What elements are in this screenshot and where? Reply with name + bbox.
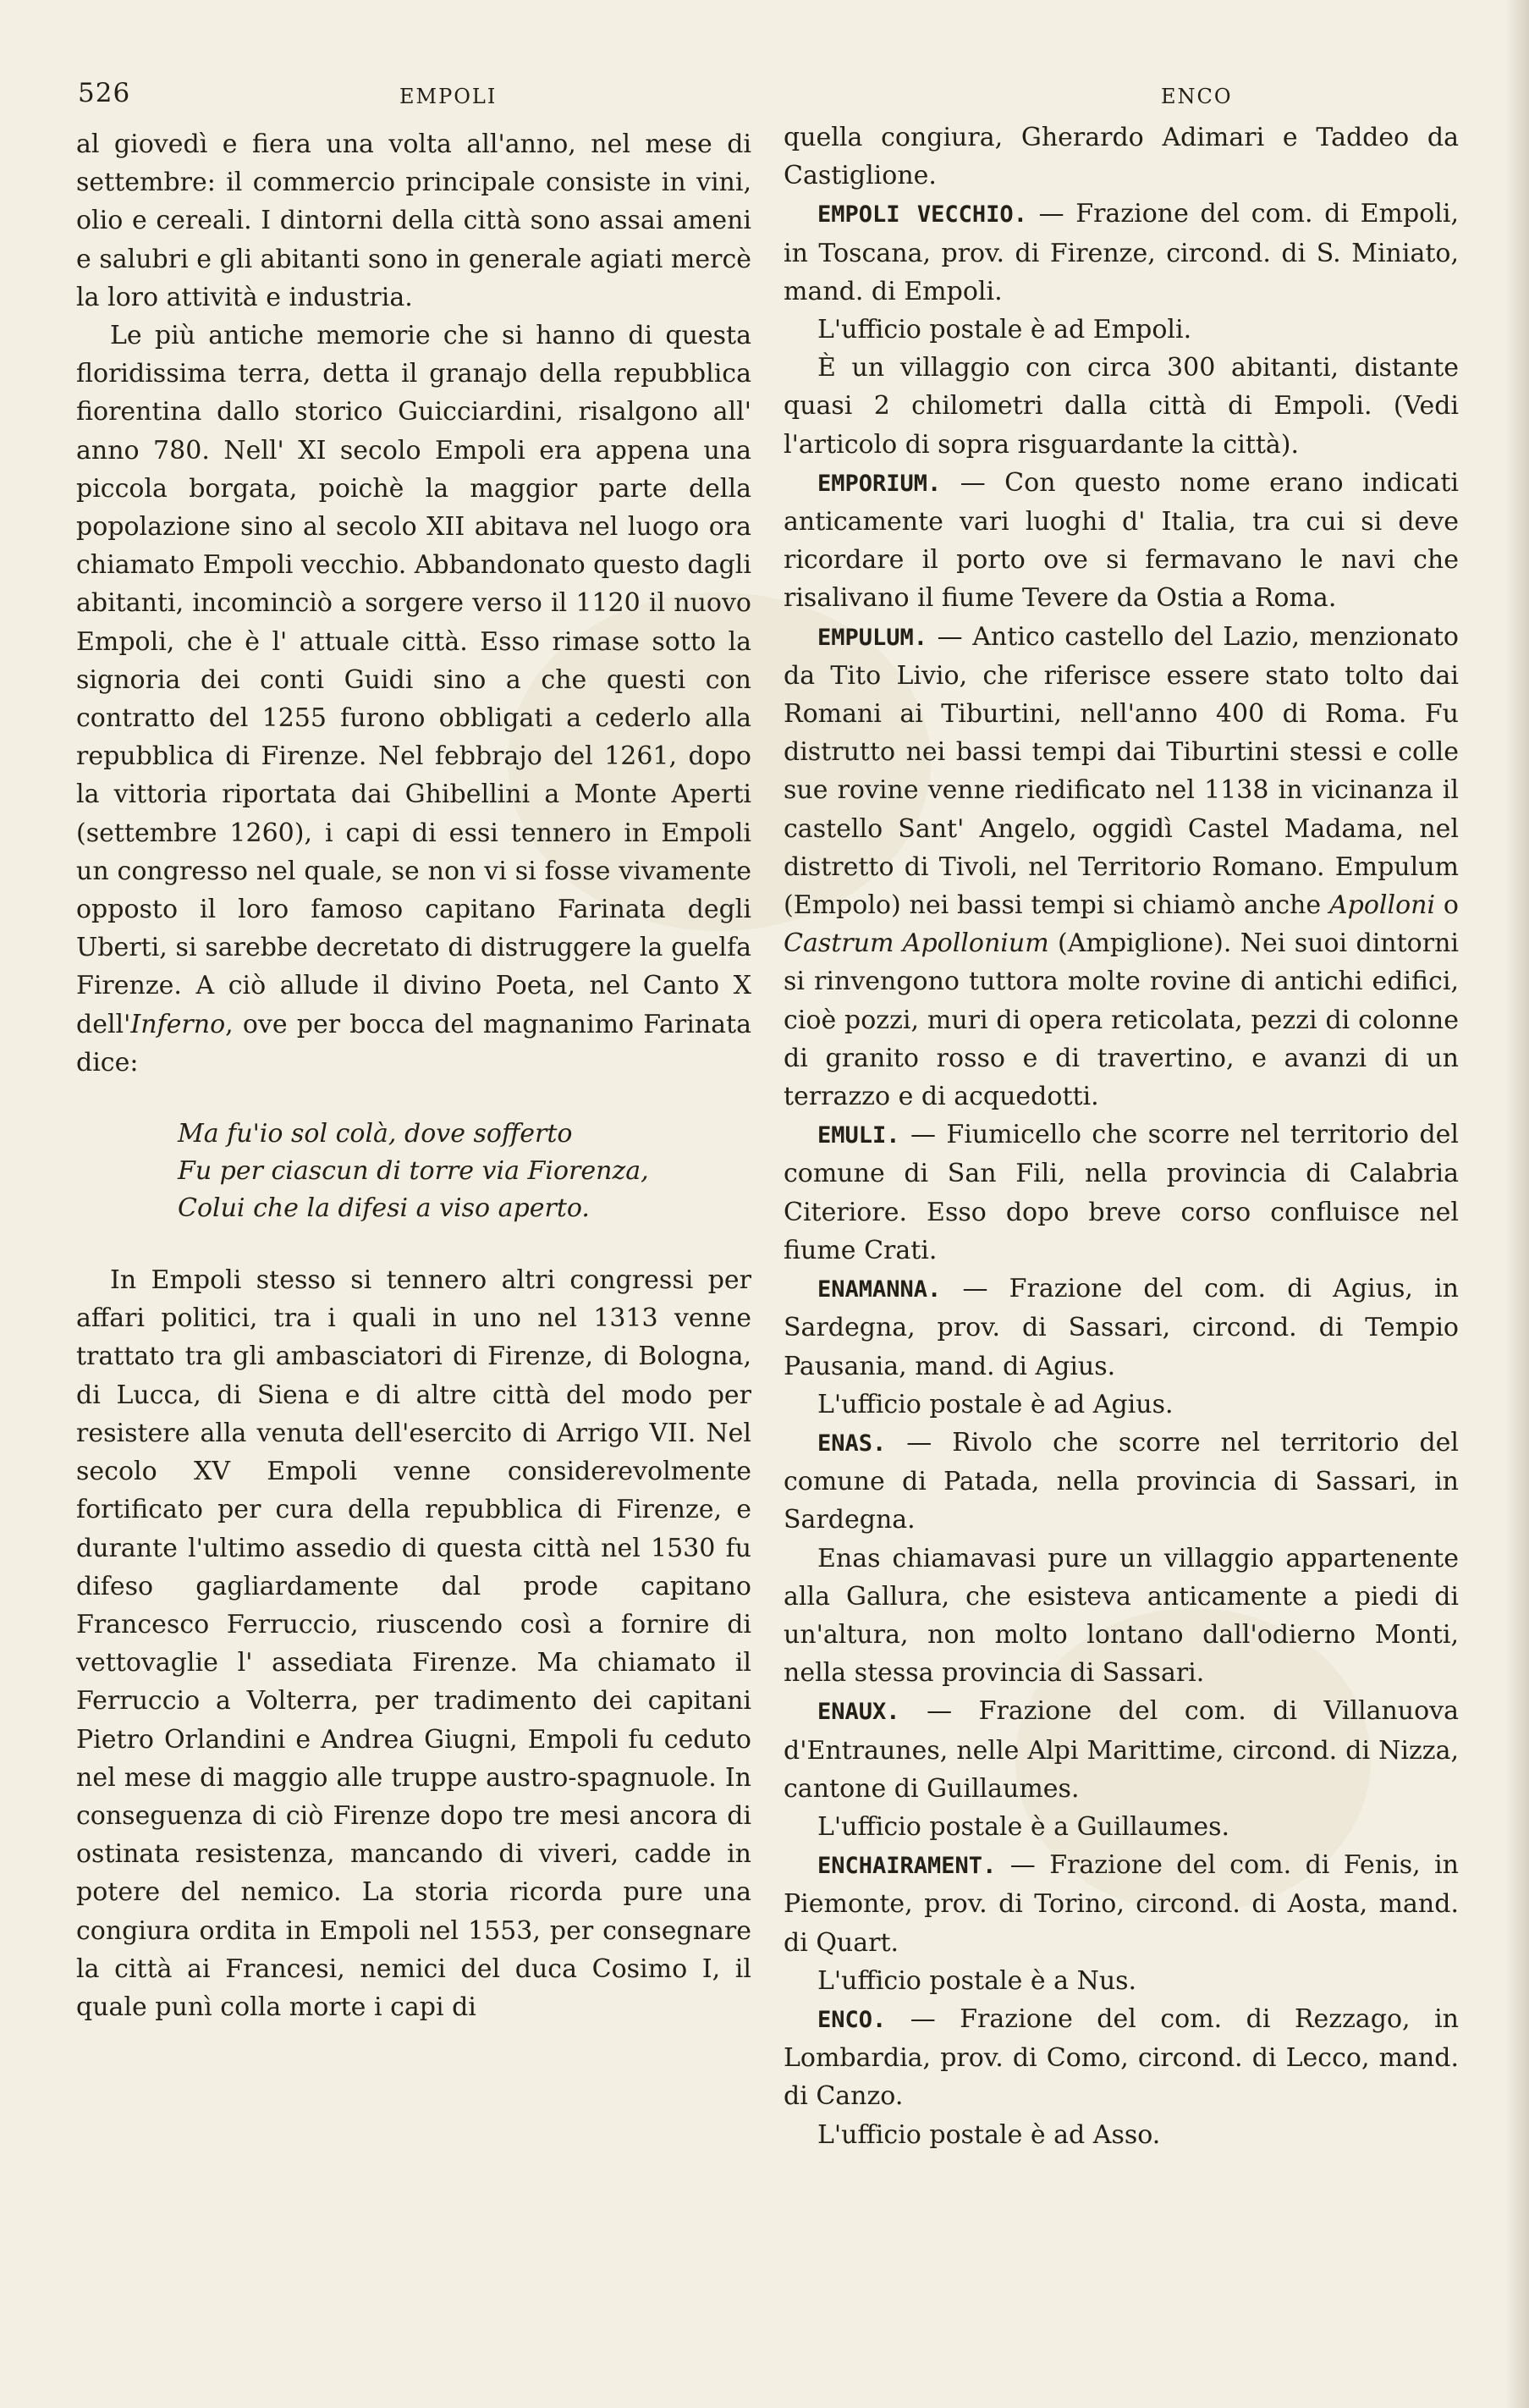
verse-line: Colui che la difesi a viso aperto. [178,1193,590,1224]
entry-text: o [1435,890,1459,921]
left-running-head: EMPOLI [399,85,498,108]
running-header [78,78,1466,120]
entry-text: L'ufficio postale è ad Empoli. [817,315,1192,345]
page-edge-shadow [1505,0,1529,2408]
entry-text: L'ufficio postale è a Guillaumes. [817,1811,1230,1842]
paragraph-text: Le più antiche memorie che si hanno di questa floridissima terra, detta il granajo della repubblica fiorentina dallo storico Guicciardini, risalgono all' anno 780. Nell' XI secolo Empoli era appena una piccola borgata, poichè la maggior parte della popolazione sino al secolo XII abitava nel luogo ora chiamato Empoli vecchio. Abbandonato questo dagli abitanti, incominciò a sorgere verso il 1120 il nuovo Empoli, che è l' attuale città. Esso rimase sotto la signoria dei conti Guidi sino a che questi con contratto del 1255 furono obbligati a cederlo alla repubblica di Firenze. Nel febbrajo del 1261, dopo la vittoria riportata dai Ghibellini a Monte Aperti (settembre 1260), i capi di essi tennero in Empoli un congresso nel quale, se non vi si fosse vivamente opposto il loro famoso capitano Farinata degli Uberti, si sarebbe decretato di distruggere la guelfa Firenze. A ciò allude il divino Poeta, nel Canto X dell' [76,321,751,1039]
right-column [784,118,1459,2154]
entry-text: (Ampiglione). Nei suoi dintorni si rinvengono tuttora molte rovine di antichi edifici, cioè pozzi, muri di opera reticolata, pezzi di colonne di granito rosso e di travertino, e avanzi di un terrazzo e di acquedotti. [784,928,1459,1112]
entry-headword: ENCHAIRAMENT. [817,1853,997,1880]
entry-emporium [784,464,1459,618]
entry-text: L'ufficio postale è a Nus. [817,1965,1137,1996]
paragraph: quella congiura, Gherardo Adimari e Taddeo da Castiglione. [784,123,1459,191]
verse-line: Fu per ciascun di torre via Fiorenza, [178,1156,649,1187]
entry-text: L'ufficio postale è ad Agius. [817,1389,1174,1419]
entry-headword: EMPOLI VECCHIO. [817,201,1027,229]
entry-note [784,1962,1459,2000]
entry-text: Enas chiamavasi pure un villaggio appartenente alla Gallura, che esisteva anticamente a piedi di un'altura, non molto lontano dall'odierno Monti, nella stessa provincia di Sassari. [784,1543,1459,1689]
paragraph: al giovedì e fiera una volta all'anno, nel mese di settembre: il commercio principale consiste in vini, olio e cereali. I dintorni della città sono assai ameni e salubri e gli abitanti sono in generale agiati mercè la loro attività e industria. [76,129,751,312]
right-running-head: ENCO [1161,85,1233,108]
entry-headword: ENAUX. [817,1699,900,1726]
paragraph [76,317,751,1082]
verse-line: Ma fu'io sol colà, dove sofferto [178,1119,573,1149]
entry-headword: ENAS. [817,1430,887,1457]
entry-empulum [784,618,1459,1116]
verse-quote [76,1116,751,1227]
entry-enaux [784,1692,1459,1808]
entry-text: L'ufficio postale è ad Asso. [817,2119,1161,2150]
entry-headword: EMPULUM. [817,624,928,651]
paragraph-text: , ove per bocca del magnanimo Farinata dice: [76,1009,751,1077]
entry-empoli-vecchio [784,195,1459,311]
italic-title: Inferno [130,1009,226,1039]
entry-note [784,1540,1459,1693]
entry-text: È un villaggio con circa 300 abitanti, distante quasi 2 chilometri dalla città di Empoli. (Vedi l'articolo di sopra risguardante la città). [784,353,1459,460]
entry-note [784,2116,1459,2154]
entry-enamanna [784,1270,1459,1386]
entry-headword: ENCO. [817,2006,887,2033]
entry-note [784,311,1459,349]
entry-text: — Frazione del com. di Rezzago, in Lombardia, prov. di Como, circond. di Lecco, mand. di Canzo. [784,2003,1459,2112]
entry-enas [784,1424,1459,1540]
italic-name: Castrum Apollonium [784,928,1049,959]
italic-name: Apolloni [1328,890,1436,921]
entry-enchairament [784,1846,1459,1962]
page-number: 526 [78,78,131,108]
entry-note [784,349,1459,464]
entry-text: — Frazione del com. di Agius, in Sardegna, prov. di Sassari, circond. di Tempio Pausania, mand. di Agius. [784,1274,1459,1381]
entry-headword: ENAMANNA. [817,1276,942,1303]
entry-headword: EMULI. [817,1122,900,1149]
entry-text: — Frazione del com. di Villanuova d'Entraunes, nelle Alpi Marittime, circond. di Nizza, cantone di Guillaumes. [784,1696,1459,1804]
entry-text: — Frazione del com. di Fenis, in Piemonte, prov. di Torino, circond. di Aosta, mand. di Quart. [784,1850,1460,1958]
entry-emuli [784,1116,1459,1270]
paragraph: In Empoli stesso si tennero altri congressi per affari politici, tra i quali in uno nel 1313 venne trattato tra gli ambasciatori di Firenze, di Bologna, di Lucca, di Siena e di altre città del modo per resistere alla venuta dell'esercito di Arrigo VII. Nel secolo XV Empoli venne considerevolmente fortificato per cura della repubblica di Firenze, e durante l'ultimo assedio di questa città nel 1530 fu difeso gagliardamente dal prode capitano Francesco Ferruccio, riuscendo così a fornire di vettovaglie l' assediata Firenze. Ma chiamato il Ferruccio a Volterra, per tradimento dei capitani Pietro Orlandini e Andrea Giugni, Empoli fu ceduto nel mese di maggio alle truppe austro-spagnuole. In conseguenza di ciò Firenze dopo tre mesi ancora di ostinata resistenza, mancando di viveri, cadde in potere del nemico. La storia ricorda pure una congiura ordita in Empoli nel 1553, per consegnare la città ai Francesi, nemici del duca Cosimo I, il quale punì colla morte i capi di [76,1265,751,2022]
entry-text: — Con questo nome erano indicati anticamente vari luoghi d' Italia, tra cui si deve ricordare il porto ove si fermavano le navi che risalivano il fiume Tevere da Ostia a Roma. [784,467,1459,614]
entry-note [784,1386,1459,1424]
entry-enco [784,2000,1459,2116]
entry-headword: EMPORIUM. [817,470,942,497]
entry-text: — Frazione del com. di Empoli, in Toscana, prov. di Firenze, circond. di S. Miniato, mand. di Empoli. [784,199,1459,306]
entry-note [784,1808,1459,1846]
entry-text: — Fiumicello che scorre nel territorio del comune di San Fili, nella provincia di Calabria Citeriore. Esso dopo breve corso confluisce nel fiume Crati. [784,1120,1459,1265]
entry-text: — Antico castello del Lazio, menzionato da Tito Livio, che riferisce essere stato tolto dai Romani ai Tiburtini, nell'anno 400 di Roma. Fu distrutto nei bassi tempi dai Tiburtini stessi e colle sue rovine venne riedificato nel 1138 in vicinanza il castello Sant' Angelo, oggidì Castel Madama, nel distretto di Tivoli, nel Territorio Romano. Empulum (Empolo) nei bassi tempi si chiamò anche [784,621,1459,921]
entry-text: — Rivolo che scorre nel territorio del comune di Patada, nella provincia di Sassari, in Sardegna. [784,1427,1459,1535]
left-column [76,125,751,2026]
